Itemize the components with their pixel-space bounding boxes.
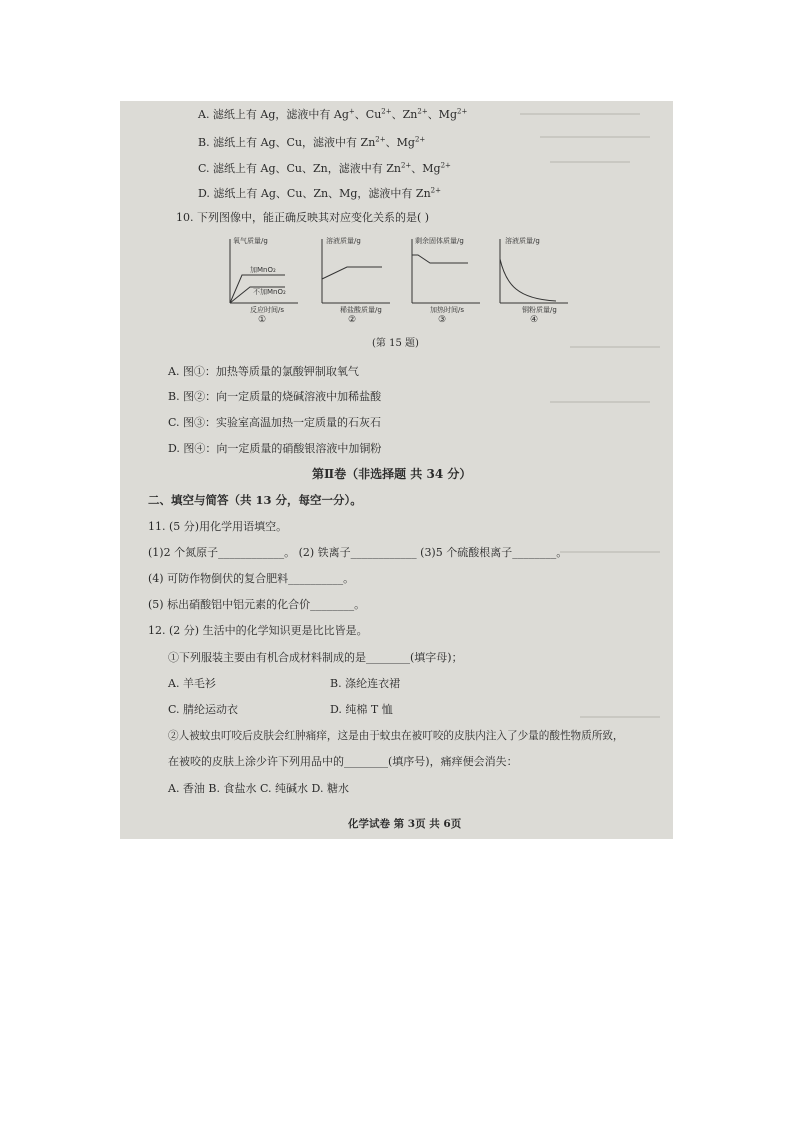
q12-option-c: C. 腈纶运动衣 xyxy=(168,703,239,716)
ion-charge: 2+ xyxy=(381,107,392,116)
bleed-through-mark xyxy=(550,401,650,403)
scanned-exam-page xyxy=(120,101,673,839)
q12-options-2: A. 香油 B. 食盐水 C. 纯碱水 D. 糖水 xyxy=(168,782,349,795)
graph-3 xyxy=(402,235,482,319)
bleed-through-mark xyxy=(560,551,660,553)
graph-4-ylabel: 溶液质量/g xyxy=(505,237,540,245)
ion-symbol: 、Mg xyxy=(411,162,441,175)
graph-1-ylabel: 氧气质量/g xyxy=(233,237,268,245)
q9-option-c: C. 滤纸上有 Ag、Cu、Zn，滤液中有 $Zn^{2+}$、$Mg^{2+}$ xyxy=(198,161,451,175)
q12-option-b: B. 涤纶连衣裙 xyxy=(330,677,401,690)
figure-caption: (第 15 题) xyxy=(372,338,419,349)
graph-4 xyxy=(490,235,570,319)
q9-option-d: D. 滤纸上有 Ag、Cu、Zn、Mg，滤液中有 $Zn^{2+}$ xyxy=(198,186,441,200)
part-2-title: 第Ⅱ卷（非选择题 共 34 分） xyxy=(312,467,472,481)
graph-3-xlabel: 加热时间/s xyxy=(430,306,465,314)
q9-option-a: A. 滤纸上有 Ag，滤液中有 Ag+、$Cu^{2+}$、$Zn^{2+}$、$Mg^{2+}$ xyxy=(198,107,468,121)
q9-option-b: B. 滤纸上有 Ag、Cu，滤液中有 $Zn^{2+}$、$Mg^{2+}$ xyxy=(198,135,426,149)
q10-option-d: D. 图④：向一定质量的硝酸银溶液中加铜粉 xyxy=(168,442,382,455)
page-footer: 化学试卷 第 3页 共 6页 xyxy=(348,818,462,830)
ion-charge: + xyxy=(348,107,355,116)
graph-2 xyxy=(312,235,392,319)
q12-option-a: A. 羊毛衫 xyxy=(168,677,216,690)
graph-3-number: ③ xyxy=(438,315,447,325)
section-2-title: 二、填空与简答（共 13 分，每空一分）。 xyxy=(148,493,362,507)
bleed-through-mark xyxy=(550,161,630,163)
q12-sub-1: ①下列服装主要由有机合成材料制成的是________(填字母)； xyxy=(168,651,463,664)
q12-option-d: D. 纯棉 T 恤 xyxy=(330,703,393,716)
ion-charge: 2+ xyxy=(417,107,428,116)
graph-2-xlabel: 稀盐酸质量/g xyxy=(340,306,382,314)
graph-1-curve-label: 加MnO₂ xyxy=(250,266,276,274)
ion-symbol: 、Zn xyxy=(391,108,418,121)
ion-charge: 2+ xyxy=(440,161,451,170)
graph-4-number: ④ xyxy=(530,315,539,325)
ion-charge: 2+ xyxy=(430,186,441,195)
q12-sub-2: ②人被蚊虫叮咬后皮肤会红肿痛痒，这是由于蚊虫在被叮咬的皮肤内注入了少量的酸性物质所致， xyxy=(168,730,624,742)
graph-2-ylabel: 溶液质量/g xyxy=(326,237,361,245)
ion-charge: 2+ xyxy=(457,107,468,116)
q10-option-a: A. 图①：加热等质量的氯酸钾制取氧气 xyxy=(168,365,359,378)
graph-1-curve-label: 不加MnO₂ xyxy=(253,288,286,296)
ion-symbol: 、Cu xyxy=(354,108,382,121)
ion-charge: 2+ xyxy=(375,135,386,144)
q11-line-1: (1)2 个氮原子____________。 (2) 铁离子____________ (3)5 个硫酸根离子________。 xyxy=(148,546,568,559)
q10-stem: 10. 下列图像中，能正确反映其对应变化关系的是( ) xyxy=(176,211,430,224)
graph-1 xyxy=(220,235,300,319)
graph-1-xlabel: 反应时间/s xyxy=(250,306,285,314)
ion-symbol: 、Mg xyxy=(385,136,415,149)
bleed-through-mark xyxy=(570,346,660,348)
q12-stem: 12. (2 分) 生活中的化学知识更是比比皆是。 xyxy=(148,624,368,637)
graph-3-ylabel: 剩余固体质量/g xyxy=(415,237,464,245)
ion-charge: 2+ xyxy=(414,135,426,144)
q10-option-b: B. 图②：向一定质量的烧碱溶液中加稀盐酸 xyxy=(168,390,382,403)
graph-2-number: ② xyxy=(348,315,357,325)
bleed-through-mark xyxy=(580,716,660,718)
graph-1-number: ① xyxy=(258,315,267,325)
q11-line-3: (5) 标出硝酸铝中铝元素的化合价________。 xyxy=(148,598,366,611)
q10-option-c: C. 图③：实验室高温加热一定质量的石灰石 xyxy=(168,416,382,429)
graph-4-xlabel: 铜粉质量/g xyxy=(522,306,557,314)
ion-charge: 2+ xyxy=(400,161,412,170)
ion-symbol: 、Mg xyxy=(427,108,457,121)
q11-stem: 11. (5 分)用化学用语填空。 xyxy=(148,520,288,533)
q12-sub-2-cont: 在被咬的皮肤上涂少许下列用品中的________(填序号)，痛痒便会消失： xyxy=(168,755,518,768)
q11-line-2: (4) 可防作物倒伏的复合肥料__________。 xyxy=(148,572,355,585)
bleed-through-mark xyxy=(520,113,640,115)
bleed-through-mark xyxy=(540,136,650,138)
